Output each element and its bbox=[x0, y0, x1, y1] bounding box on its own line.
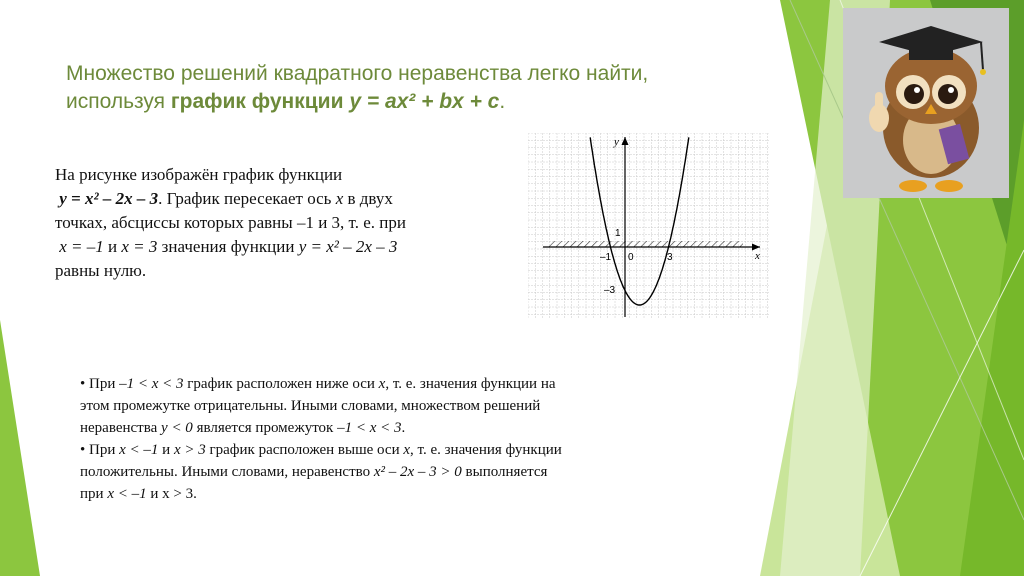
intro-line5: равны нулю. bbox=[55, 261, 147, 280]
intro-formula: y = x² – 2x – 3 bbox=[59, 189, 159, 208]
label-3: 3 bbox=[667, 252, 673, 263]
intro-line1: На рисунке изображён график функции bbox=[55, 165, 343, 184]
intro-line2-text: . График пересекает ось bbox=[158, 189, 332, 208]
b1-l3-end: . bbox=[401, 420, 406, 436]
b1-cond: –1 < x < 3 bbox=[119, 376, 184, 392]
b2-l2-end: выполняется bbox=[465, 464, 548, 480]
b2-l2-ineq: x² – 2x – 3 > 0 bbox=[373, 464, 462, 480]
b2-l3-c1: x < –1 bbox=[107, 486, 147, 502]
intro-formula2: y = x² – 2x – 3 bbox=[298, 237, 398, 256]
bullet-list bbox=[80, 373, 720, 505]
grid bbox=[528, 133, 769, 319]
b2-l3-and: и x > 3. bbox=[150, 486, 197, 502]
bullet-1 bbox=[80, 373, 720, 439]
owl-teacher-illustration bbox=[843, 8, 1009, 198]
b1-l3-ineq: y < 0 bbox=[161, 420, 193, 436]
b2-l3-pre: при bbox=[80, 486, 104, 502]
b1-mid: график расположен ниже оси bbox=[187, 376, 375, 392]
intro-values: значения функции bbox=[161, 237, 295, 256]
hatch-middle bbox=[611, 241, 669, 247]
b1-line2: этом промежутке отрицательны. Иными словами, множеством решений bbox=[80, 398, 541, 414]
intro-x: x bbox=[335, 189, 344, 208]
hatch-left bbox=[549, 241, 611, 247]
y-axis-label: y bbox=[614, 136, 619, 148]
bullet-2 bbox=[80, 439, 720, 505]
title-formula: y = ax² + bx + c bbox=[349, 90, 500, 113]
label-1: 1 bbox=[615, 228, 621, 239]
b1-end: , т. е. значения функции на bbox=[385, 376, 556, 392]
b2-x: x bbox=[403, 442, 411, 458]
label-0: 0 bbox=[628, 252, 634, 263]
x-axis-label: x bbox=[755, 250, 760, 262]
title-prefix: используя bbox=[66, 90, 171, 113]
intro-line3: точках, абсциссы которых равны –1 и 3, т. е. при bbox=[55, 213, 406, 232]
left-green-triangle bbox=[0, 320, 40, 576]
title-line1: Множество решений квадратного неравенства легко найти, bbox=[66, 62, 649, 85]
intro-and: и bbox=[108, 237, 118, 256]
b2-pre: • При bbox=[80, 442, 116, 458]
title-period: . bbox=[499, 90, 506, 113]
b2-end: , т. е. значения функции bbox=[410, 442, 562, 458]
b2-and: и bbox=[162, 442, 171, 458]
intro-paragraph bbox=[55, 163, 515, 283]
hatch-right bbox=[669, 241, 743, 247]
b1-l3-pre: неравенства bbox=[80, 420, 158, 436]
b1-x: x bbox=[378, 376, 386, 392]
b1-pre: • При bbox=[80, 376, 116, 392]
b2-c2: x > 3 bbox=[173, 442, 206, 458]
b2-l2-pre: положительны. Иными словами, неравенство bbox=[80, 464, 371, 480]
b1-l3-int: –1 < x < 3 bbox=[337, 420, 402, 436]
label-minus3: –3 bbox=[604, 285, 616, 296]
intro-line2-end: в двух bbox=[347, 189, 393, 208]
label-minus1: –1 bbox=[600, 252, 612, 263]
title-bold: график функции bbox=[170, 90, 344, 113]
b2-mid: график расположен выше оси bbox=[209, 442, 400, 458]
slide-title bbox=[66, 60, 766, 116]
y-axis-arrow bbox=[622, 137, 629, 145]
parabola-curve bbox=[590, 137, 689, 305]
parabola-graph bbox=[528, 133, 769, 319]
b1-l3-mid: является промежуток bbox=[196, 420, 334, 436]
intro-x-minus1: x = –1 bbox=[59, 237, 104, 256]
intro-x-3: x = 3 bbox=[121, 237, 158, 256]
b2-c1: x < –1 bbox=[119, 442, 159, 458]
